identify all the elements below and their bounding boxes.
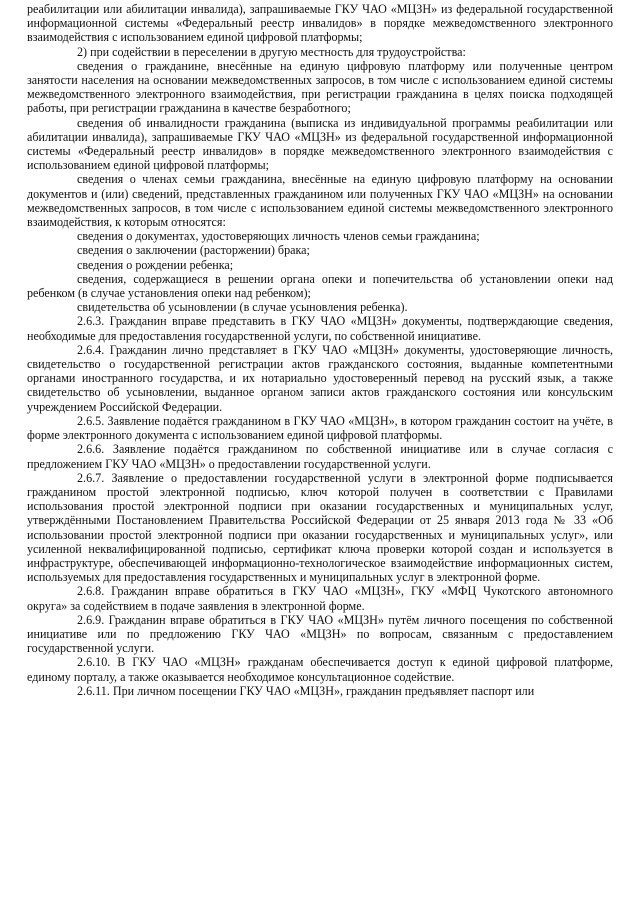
paragraph: 2.6.5. Заявление подаётся гражданином в ГКУ ЧАО «МЦЗН», в котором гражданин состоит на учёте, в форме электронного документа с использованием единой цифровой платформы. bbox=[27, 413, 613, 443]
paragraph: 2.6.8. Гражданин вправе обратиться в ГКУ ЧАО «МЦЗН», ГКУ «МФЦ Чукотского автономного округа» за содействием в подаче заявления в электронной форме. bbox=[27, 584, 613, 613]
paragraph: свидетельства об усыновлении (в случае усыновления ребенка). bbox=[77, 300, 408, 315]
paragraph: 2) при содействии в переселении в другую местность для трудоустройства: bbox=[77, 44, 466, 59]
paragraph: сведения о членах семьи гражданина, внесённые на единую цифровую платформу на основании документов и (или) сведений, представленных гражданином или полученных ГКУ ЧАО «МЦЗН» на основании межведомственных запросов, в том числе с использованием единой системы межведомственного электронного взаимодействия, к которым относятся: bbox=[27, 172, 613, 230]
paragraph: 2.6.9. Гражданин вправе обратиться в ГКУ ЧАО «МЦЗН» путём личного посещения по собственной инициативе или по предложению ГКУ ЧАО «МЦЗН» по вопросам, связанным с предоставлением государственной услуги. bbox=[27, 612, 613, 656]
paragraph: 2.6.10. В ГКУ ЧАО «МЦЗН» гражданам обеспечивается доступ к единой цифровой платформе, единому порталу, а также оказывается необходимое консультационное содействие. bbox=[27, 655, 613, 684]
paragraph: 2.6.3. Гражданин вправе представить в ГКУ ЧАО «МЦЗН» документы, подтверждающие сведения, необходимые для предоставления государственной услуги, по собственной инициативе. bbox=[27, 314, 613, 343]
paragraph: 2.6.4. Гражданин лично представляет в ГКУ ЧАО «МЦЗН» документы, удостоверяющие личность, свидетельство о государственной регистрации актов гражданского состояния, выданные компетентными органами иностранного государства, и их нотариально удостоверенный перевод на русский язык, а также свидетельство об усыновлении, выданное органом записи актов гражданского состояния или консульским учреждением Российской Федерации. bbox=[27, 342, 613, 414]
paragraph: сведения о документах, удостоверяющих личность членов семьи гражданина; bbox=[77, 229, 480, 244]
paragraph: 2.6.7. Заявление о предоставлении государственной услуги в электронной форме подписывается гражданином простой электронной подписью, ключ которой получен в соответствии с Правилами использования простой электронной подписи при оказании государственных и муниципальных услуг, утверждёнными Постановлением Правительства Российской Федерации от 25 января 2013 года № 33 «Об использовании простой электронной подписи при оказании государственных и муниципальных услуг», или усиленной неквалифицированной подписью, сертификат ключа проверки которой создан и используется в инфраструктуре, обеспечивающей информационно-технологическое взаимодействие информационных систем, используемых для предоставления государственных и муниципальных услуг в электронной форме. bbox=[27, 470, 613, 585]
paragraph: реабилитации или абилитации инвалида), запрашиваемые ГКУ ЧАО «МЦЗН» из федеральной государственной информационной системы «Федеральный реестр инвалидов» в порядке межведомственного электронного взаимодействия с использованием единой цифровой платформы; bbox=[27, 2, 613, 45]
paragraph: сведения об инвалидности гражданина (выписка из индивидуальной программы реабилитации или абилитации инвалида), запрашиваемые ГКУ ЧАО «МЦЗН» из федеральной государственной информационной системы «Федеральный реестр инвалидов» в порядке межведомственного электронного взаимодействия с использованием единой цифровой платформы; bbox=[27, 115, 613, 173]
paragraph: сведения о заключении (расторжении) брака; bbox=[77, 243, 310, 258]
paragraph: 2.6.6. Заявление подаётся гражданином по собственной инициативе или в случае согласия с предложением ГКУ ЧАО «МЦЗН» о предоставлении государственной услуги. bbox=[27, 442, 613, 471]
paragraph: 2.6.11. При личном посещении ГКУ ЧАО «МЦЗН», гражданин предъявляет паспорт или bbox=[77, 683, 535, 698]
paragraph: сведения о гражданине, внесённые на единую цифровую платформу или полученные центром занятости населения на основании межведомственных запросов, в том числе с использованием единой системы межведомственного электронного взаимодействия, при регистрации гражданина в целях поиска подходящей работы, при регистрации гражданина в качестве безработного; bbox=[27, 58, 613, 116]
paragraph: сведения о рождении ребенка; bbox=[77, 257, 234, 272]
paragraph: сведения, содержащиеся в решении органа опеки и попечительства об установлении опеки над ребенком (в случае установления опеки над ребенком); bbox=[27, 271, 613, 301]
